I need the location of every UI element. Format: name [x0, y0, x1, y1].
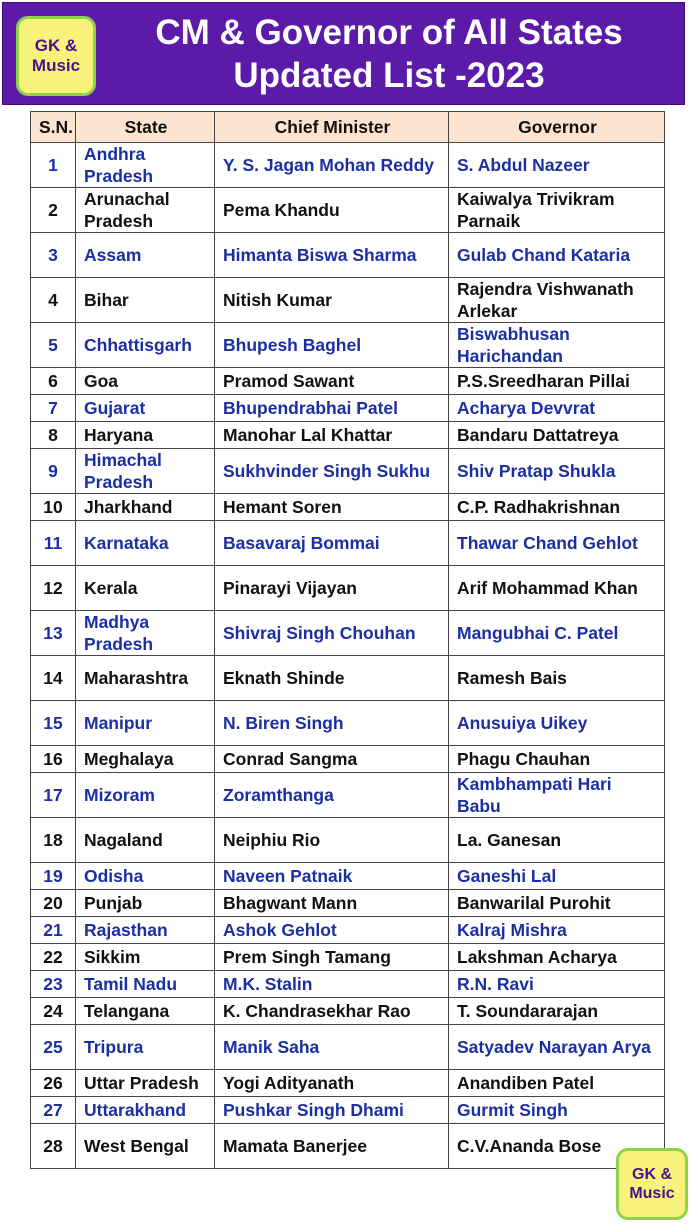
- cell-sn: 13: [31, 611, 76, 656]
- cell-state: Manipur: [76, 701, 215, 746]
- cell-sn: 12: [31, 566, 76, 611]
- table-row: [31, 494, 665, 521]
- cell-sn: 11: [31, 521, 76, 566]
- cell-sn: 8: [31, 422, 76, 449]
- cell-governor: Shiv Pratap Shukla: [449, 449, 665, 494]
- table-row: [31, 278, 665, 323]
- cell-sn: 9: [31, 449, 76, 494]
- cell-chief-minister: Mamata Banerjee: [215, 1124, 449, 1169]
- cell-chief-minister: N. Biren Singh: [215, 701, 449, 746]
- table-row: [31, 521, 665, 566]
- cell-state: Nagaland: [76, 818, 215, 863]
- table-row: [31, 701, 665, 746]
- cell-chief-minister: Bhupendrabhai Patel: [215, 395, 449, 422]
- table-row: [31, 233, 665, 278]
- cell-sn: 18: [31, 818, 76, 863]
- cell-chief-minister: Prem Singh Tamang: [215, 944, 449, 971]
- table-row: [31, 611, 665, 656]
- cell-governor: Mangubhai C. Patel: [449, 611, 665, 656]
- cell-state: Kerala: [76, 566, 215, 611]
- cell-governor: Ganeshi Lal: [449, 863, 665, 890]
- title-line-2: Updated List -2023: [233, 56, 545, 95]
- cell-governor: Ramesh Bais: [449, 656, 665, 701]
- cell-governor: Bandaru Dattatreya: [449, 422, 665, 449]
- cell-sn: 6: [31, 368, 76, 395]
- cell-governor: C.P. Radhakrishnan: [449, 494, 665, 521]
- cell-governor: Kaiwalya Trivikram Parnaik: [449, 188, 665, 233]
- cell-governor: Anandiben Patel: [449, 1070, 665, 1097]
- cell-governor: Satyadev Narayan Arya: [449, 1025, 665, 1070]
- cell-chief-minister: K. Chandrasekhar Rao: [215, 998, 449, 1025]
- column-header-sn: S.N.: [31, 112, 76, 143]
- cell-state: Jharkhand: [76, 494, 215, 521]
- cell-chief-minister: Bhagwant Mann: [215, 890, 449, 917]
- table-row: [31, 1070, 665, 1097]
- cell-chief-minister: M.K. Stalin: [215, 971, 449, 998]
- cell-state: Mizoram: [76, 773, 215, 818]
- cell-chief-minister: Eknath Shinde: [215, 656, 449, 701]
- cell-state: Tamil Nadu: [76, 971, 215, 998]
- cell-governor: Acharya Devvrat: [449, 395, 665, 422]
- cell-governor: Kambhampati Hari Babu: [449, 773, 665, 818]
- cell-sn: 28: [31, 1124, 76, 1169]
- cell-sn: 5: [31, 323, 76, 368]
- cell-governor: Phagu Chauhan: [449, 746, 665, 773]
- cell-governor: La. Ganesan: [449, 818, 665, 863]
- cell-chief-minister: Nitish Kumar: [215, 278, 449, 323]
- cell-chief-minister: Sukhvinder Singh Sukhu: [215, 449, 449, 494]
- column-header-governor: Governor: [449, 112, 665, 143]
- gk-music-logo: [16, 16, 96, 96]
- cell-chief-minister: Yogi Adityanath: [215, 1070, 449, 1097]
- cell-sn: 21: [31, 917, 76, 944]
- cell-state: Tripura: [76, 1025, 215, 1070]
- cell-sn: 26: [31, 1070, 76, 1097]
- cell-sn: 19: [31, 863, 76, 890]
- cell-governor: Biswabhusan Harichandan: [449, 323, 665, 368]
- title-line-1: CM & Governor of All States: [155, 13, 623, 52]
- cell-chief-minister: Pramod Sawant: [215, 368, 449, 395]
- cell-sn: 20: [31, 890, 76, 917]
- table-header-row: [31, 112, 665, 143]
- table-row: [31, 890, 665, 917]
- cell-sn: 27: [31, 1097, 76, 1124]
- table-row: [31, 449, 665, 494]
- cell-chief-minister: Hemant Soren: [215, 494, 449, 521]
- cell-sn: 25: [31, 1025, 76, 1070]
- cell-governor: Lakshman Acharya: [449, 944, 665, 971]
- cell-chief-minister: Basavaraj Bommai: [215, 521, 449, 566]
- cell-chief-minister: Neiphiu Rio: [215, 818, 449, 863]
- footer-logo-line-2: Music: [629, 1185, 675, 1202]
- title-banner: [2, 2, 685, 105]
- cell-chief-minister: Pushkar Singh Dhami: [215, 1097, 449, 1124]
- cell-state: West Bengal: [76, 1124, 215, 1169]
- cell-state: Maharashtra: [76, 656, 215, 701]
- cell-chief-minister: Pema Khandu: [215, 188, 449, 233]
- table-row: [31, 1124, 665, 1169]
- table-row: [31, 971, 665, 998]
- table-row: [31, 143, 665, 188]
- cell-state: Assam: [76, 233, 215, 278]
- cell-chief-minister: Himanta Biswa Sharma: [215, 233, 449, 278]
- cell-state: Telangana: [76, 998, 215, 1025]
- column-header-state: State: [76, 112, 215, 143]
- cell-chief-minister: Manohar Lal Khattar: [215, 422, 449, 449]
- cell-sn: 15: [31, 701, 76, 746]
- cell-governor: S. Abdul Nazeer: [449, 143, 665, 188]
- table-row: [31, 773, 665, 818]
- cell-sn: 1: [31, 143, 76, 188]
- table-row: [31, 368, 665, 395]
- cell-state: Meghalaya: [76, 746, 215, 773]
- cell-state: Bihar: [76, 278, 215, 323]
- cell-state: Gujarat: [76, 395, 215, 422]
- cell-governor: Banwarilal Purohit: [449, 890, 665, 917]
- cell-sn: 23: [31, 971, 76, 998]
- cell-governor: P.S.Sreedharan Pillai: [449, 368, 665, 395]
- cell-sn: 17: [31, 773, 76, 818]
- cell-governor: Gurmit Singh: [449, 1097, 665, 1124]
- cell-state: Madhya Pradesh: [76, 611, 215, 656]
- table-row: [31, 917, 665, 944]
- table-row: [31, 188, 665, 233]
- cell-state: Himachal Pradesh: [76, 449, 215, 494]
- table-row: [31, 1025, 665, 1070]
- cell-state: Goa: [76, 368, 215, 395]
- cell-sn: 22: [31, 944, 76, 971]
- table-row: [31, 566, 665, 611]
- cell-governor: Gulab Chand Kataria: [449, 233, 665, 278]
- cell-governor: T. Soundararajan: [449, 998, 665, 1025]
- gk-music-logo-footer: [616, 1148, 688, 1220]
- cell-state: Arunachal Pradesh: [76, 188, 215, 233]
- cell-state: Chhattisgarh: [76, 323, 215, 368]
- table-row: [31, 998, 665, 1025]
- cell-chief-minister: Bhupesh Baghel: [215, 323, 449, 368]
- cell-governor: Anusuiya Uikey: [449, 701, 665, 746]
- logo-line-2: Music: [31, 56, 81, 75]
- cell-governor: Kalraj Mishra: [449, 917, 665, 944]
- cell-chief-minister: Naveen Patnaik: [215, 863, 449, 890]
- footer-logo-line-1: GK &: [632, 1166, 672, 1183]
- cell-chief-minister: Ashok Gehlot: [215, 917, 449, 944]
- cell-sn: 2: [31, 188, 76, 233]
- cell-chief-minister: Conrad Sangma: [215, 746, 449, 773]
- cell-sn: 10: [31, 494, 76, 521]
- cell-state: Haryana: [76, 422, 215, 449]
- cell-sn: 24: [31, 998, 76, 1025]
- cell-state: Punjab: [76, 890, 215, 917]
- table-row: [31, 944, 665, 971]
- cell-chief-minister: Shivraj Singh Chouhan: [215, 611, 449, 656]
- page-title: [109, 11, 669, 97]
- cm-governor-table: [30, 111, 665, 1169]
- table-row: [31, 818, 665, 863]
- cell-governor: Arif Mohammad Khan: [449, 566, 665, 611]
- cell-chief-minister: Pinarayi Vijayan: [215, 566, 449, 611]
- cell-state: Uttar Pradesh: [76, 1070, 215, 1097]
- cell-sn: 3: [31, 233, 76, 278]
- cell-chief-minister: Manik Saha: [215, 1025, 449, 1070]
- cell-chief-minister: Y. S. Jagan Mohan Reddy: [215, 143, 449, 188]
- cell-sn: 7: [31, 395, 76, 422]
- cell-state: Odisha: [76, 863, 215, 890]
- logo-line-1: GK &: [34, 36, 78, 55]
- cell-sn: 4: [31, 278, 76, 323]
- table-row: [31, 1097, 665, 1124]
- cell-state: Uttarakhand: [76, 1097, 215, 1124]
- table-row: [31, 863, 665, 890]
- cell-state: Andhra Pradesh: [76, 143, 215, 188]
- cell-state: Karnataka: [76, 521, 215, 566]
- cell-state: Sikkim: [76, 944, 215, 971]
- table-row: [31, 656, 665, 701]
- cell-sn: 16: [31, 746, 76, 773]
- cell-chief-minister: Zoramthanga: [215, 773, 449, 818]
- cell-governor: Thawar Chand Gehlot: [449, 521, 665, 566]
- cell-governor: C.V.Ananda Bose: [449, 1124, 665, 1169]
- cell-state: Rajasthan: [76, 917, 215, 944]
- table-row: [31, 323, 665, 368]
- cell-governor: Rajendra Vishwanath Arlekar: [449, 278, 665, 323]
- cell-sn: 14: [31, 656, 76, 701]
- column-header-chief-minister: Chief Minister: [215, 112, 449, 143]
- cell-governor: R.N. Ravi: [449, 971, 665, 998]
- table-row: [31, 395, 665, 422]
- table-row: [31, 746, 665, 773]
- table-row: [31, 422, 665, 449]
